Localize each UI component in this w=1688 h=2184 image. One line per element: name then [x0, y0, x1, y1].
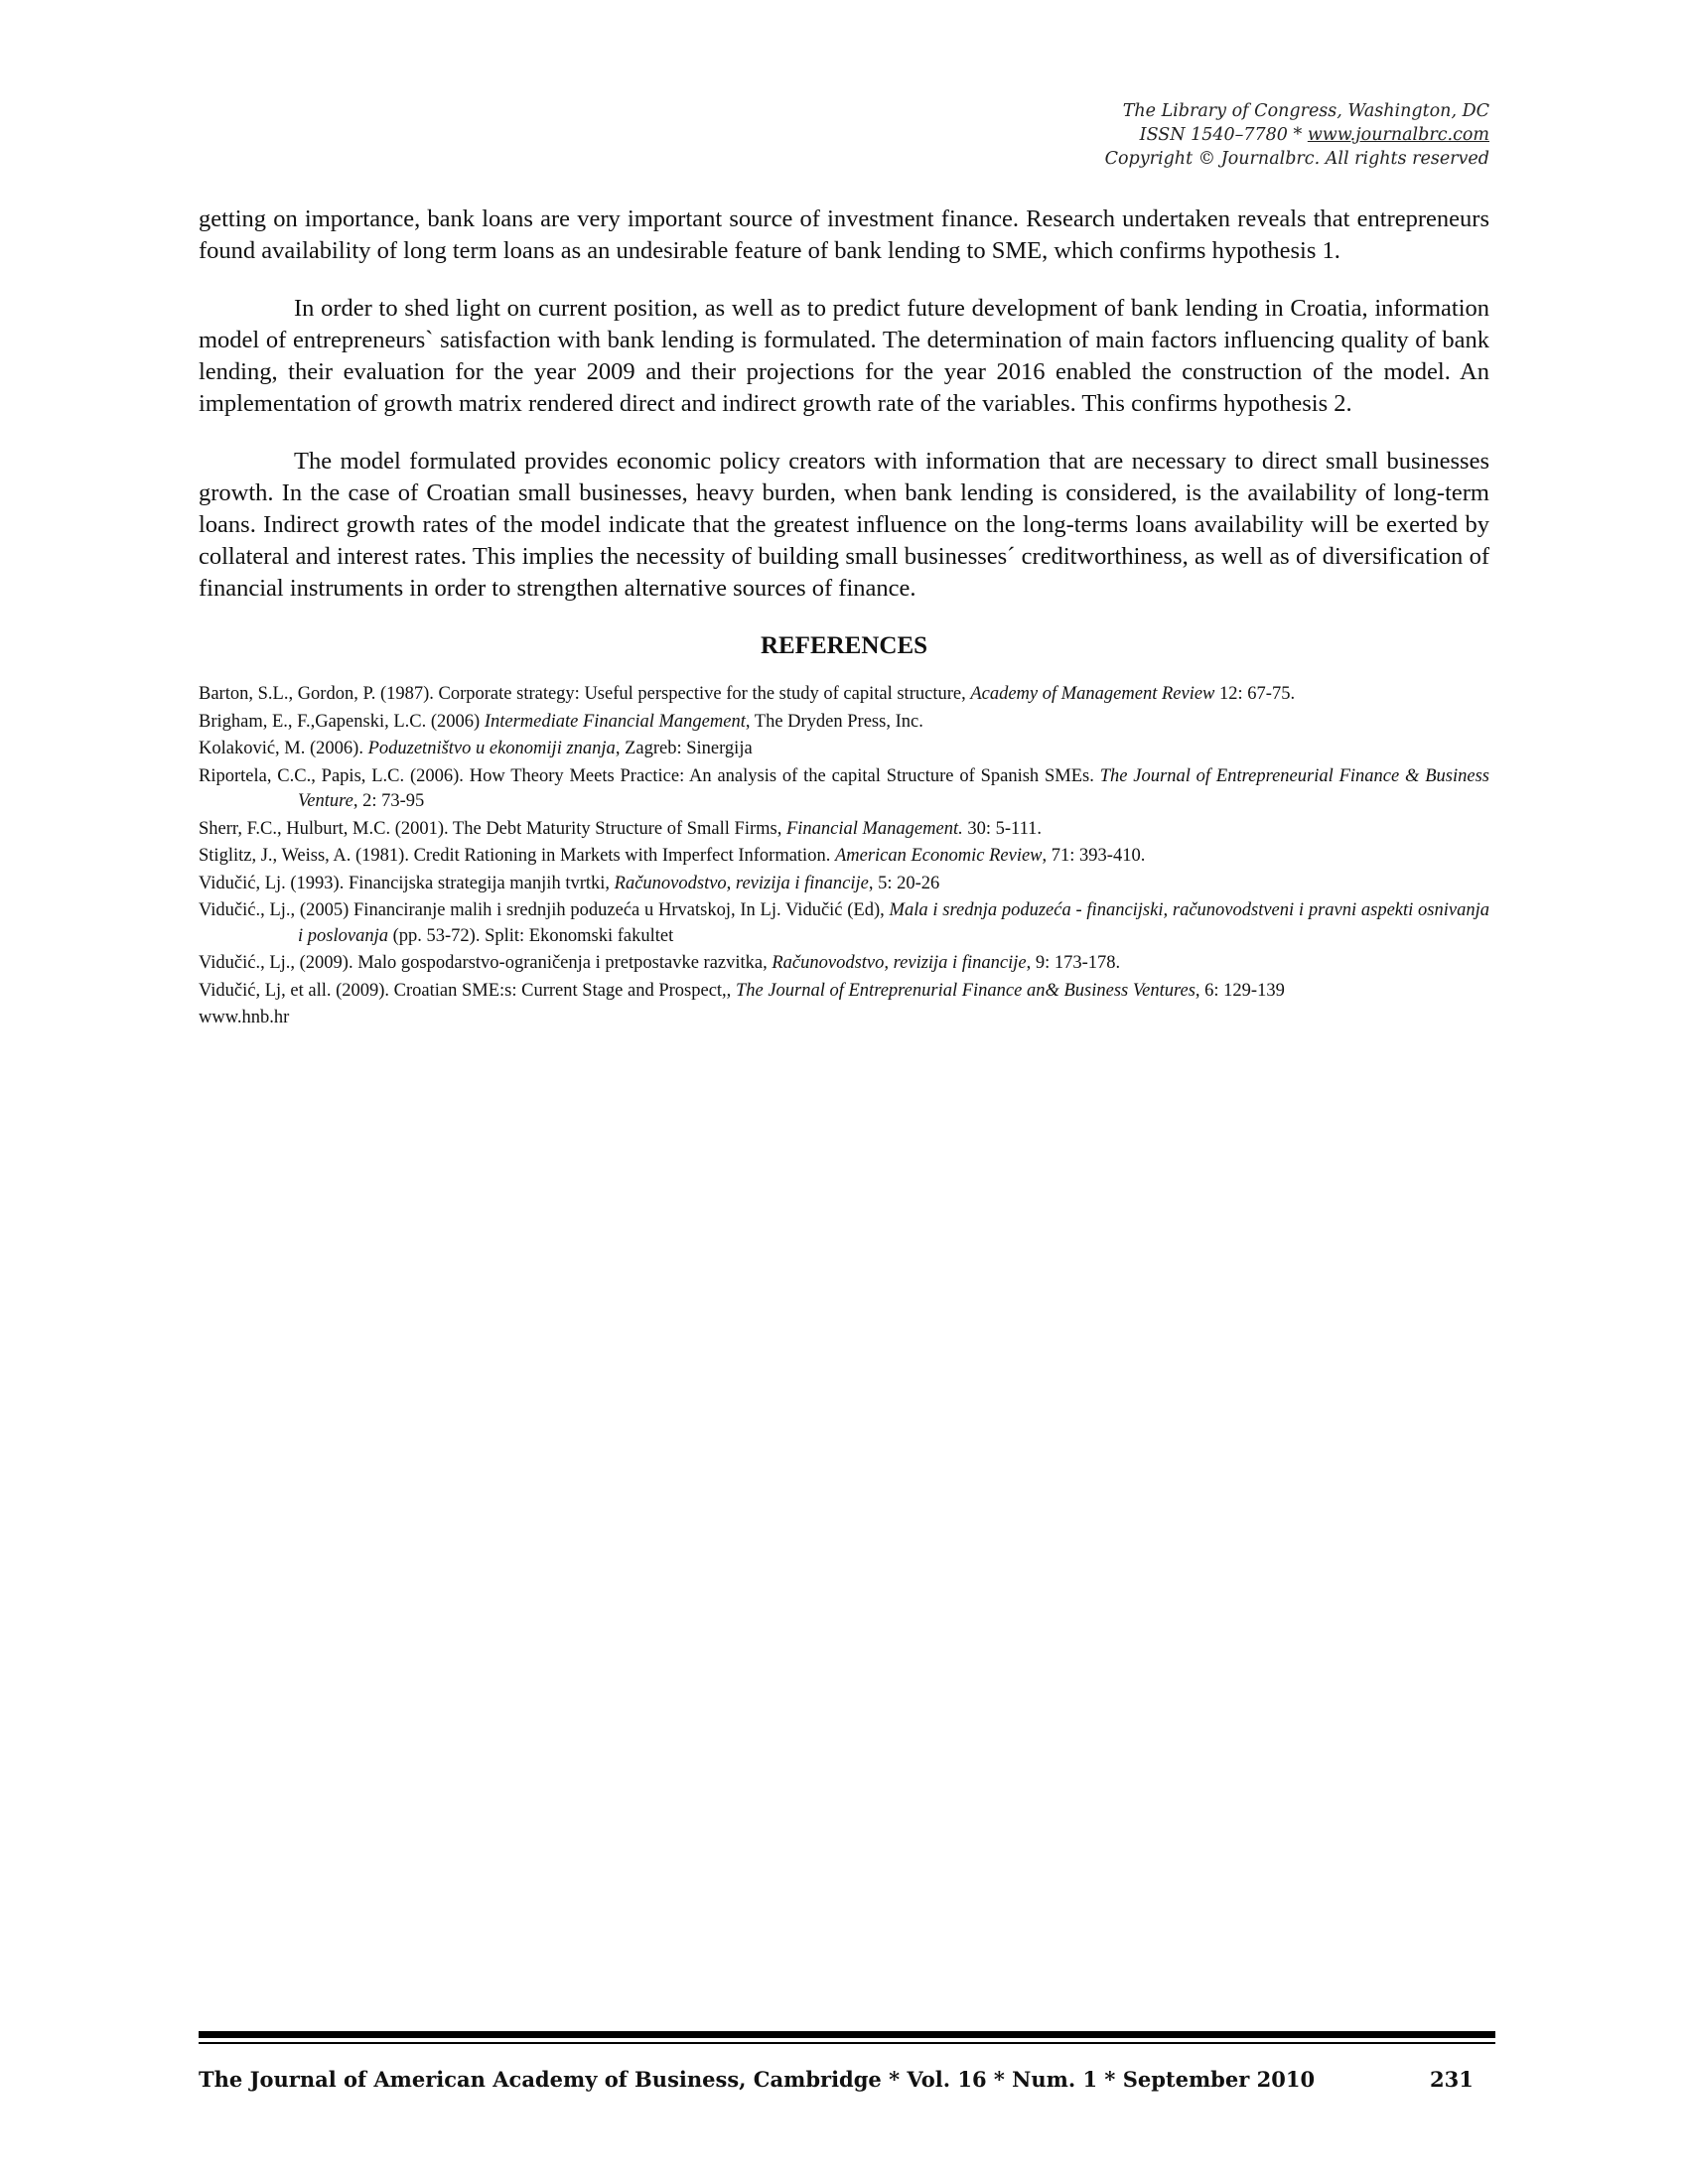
- footer-rule-thick: [199, 2031, 1495, 2038]
- journal-footer: [199, 2067, 1489, 2092]
- reference-item: Vidučić., Lj., (2005) Financiranje malih i srednjih poduzeća u Hrvatskoj, In Lj. Vidučić (Ed), Mala i srednja poduzeća - financijski, računovodstveni i pravni aspekti osnivanja i poslovanja (pp. 53-72). Split: Ekonomski fakultet: [199, 900, 1489, 946]
- article-body: [199, 204, 1489, 1033]
- page-number: 231: [1430, 2067, 1474, 2092]
- reference-item: Kolaković, M. (2006). Poduzetništvo u ekonomiji znanja, Zagreb: Sinergija: [199, 739, 753, 758]
- reference-item: Vidučić, Lj, et all. (2009). Croatian SME:s: Current Stage and Prospect,, The Journal of Entreprenurial Finance an& Business Ventures, 6: 129-139: [199, 980, 1285, 1001]
- reference-item: Barton, S.L., Gordon, P. (1987). Corporate strategy: Useful perspective for the study of capital structure, Academy of Management Review 12: 67-75.: [199, 684, 1296, 704]
- journal-header: [1105, 99, 1489, 171]
- paragraph-3: The model formulated provides economic policy creators with information that are necessary to direct small businesses growth. In the case of Croatian small businesses, heavy burden, when bank lending is considered, is the availability of long-term loans. Indirect growth rates of the model indicate that the greatest influence on the long-terms loans availability will be exerted by collateral and interest rates. This implies the necessity of building small businesses´ creditworthiness, as well as of diversification of financial instruments in order to strengthen alternative sources of finance.: [199, 448, 1489, 602]
- reference-item: Brigham, E., F.,Gapenski, L.C. (2006) Intermediate Financial Mangement, The Dryden Press, Inc.: [199, 711, 923, 732]
- paragraph-2: In order to shed light on current position, as well as to predict future development of bank lending in Croatia, information model of entrepreneurs` satisfaction with bank lending is formulated. The determination of main factors influencing quality of bank lending, their evaluation for the year 2009 and their projections for the year 2016 enabled the construction of the model. An implementation of growth matrix rendered direct and indirect growth rate of the variables. This confirms hypothesis 2.: [199, 295, 1489, 417]
- reference-item: Riportela, C.C., Papis, L.C. (2006). How Theory Meets Practice: An analysis of the capital Structure of Spanish SMEs. The Journal of Entrepreneurial Finance & Business Venture, 2: 73-95: [199, 765, 1489, 811]
- header-library-line: The Library of Congress, Washington, DC: [1122, 101, 1489, 121]
- references-heading: REFERENCES: [760, 632, 928, 659]
- header-issn: ISSN 1540–7780 *: [1139, 125, 1308, 145]
- footer-journal-citation: The Journal of American Academy of Business, Cambridge * Vol. 16 * Num. 1 * September 2010: [199, 2067, 1316, 2092]
- reference-item: Vidučić, Lj. (1993). Financijska strategija manjih tvrtki, Računovodstvo, revizija i financije, 5: 20-26: [199, 873, 940, 893]
- reference-link-hnb[interactable]: www.hnb.hr: [199, 1008, 290, 1027]
- footer-rule-thin: [199, 2042, 1495, 2044]
- reference-item: Vidučić., Lj., (2009). Malo gospodarstvo-ograničenja i pretpostavke razvitka, Računovodstvo, revizija i financije, 9: 173-178.: [199, 953, 1121, 973]
- header-copyright-line: Copyright © Journalbrc. All rights reserved: [1104, 149, 1489, 169]
- journal-website-link[interactable]: www.journalbrc.com: [1307, 125, 1489, 145]
- reference-item: Stiglitz, J., Weiss, A. (1981). Credit Rationing in Markets with Imperfect Information. American Economic Review, 71: 393-410.: [199, 846, 1146, 866]
- paragraph-1: getting on importance, bank loans are very important source of investment finance. Research undertaken reveals that entrepreneurs found availability of long term loans as an undesirable feature of bank lending to SME, which confirms hypothesis 1.: [199, 205, 1489, 264]
- reference-item: Sherr, F.C., Hulburt, M.C. (2001). The Debt Maturity Structure of Small Firms, Financial Management. 30: 5-111.: [199, 818, 1043, 839]
- references-list: [199, 682, 1489, 1031]
- header-issn-line: [1105, 123, 1489, 147]
